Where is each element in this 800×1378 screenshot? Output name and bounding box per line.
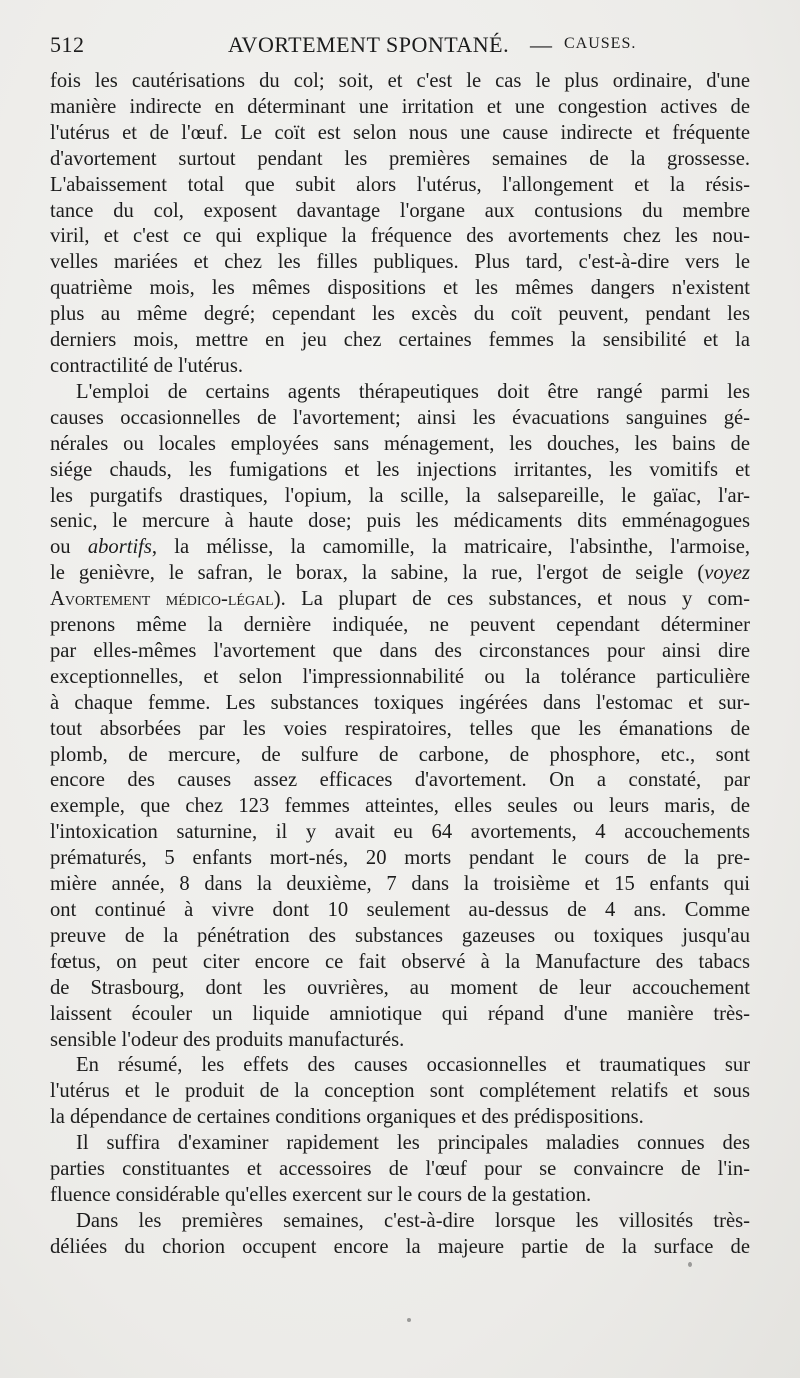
text-line: fluence considérable qu'elles exercent sur le cours de la gestation.: [50, 1183, 592, 1206]
cross-reference: Avortement médico-légal: [50, 588, 274, 611]
text-line: fœtus, on peut citer encore ce fait observé à la Manufacture des tabacs: [50, 950, 750, 973]
italic-term: voyez: [704, 562, 750, 585]
text-run: ). La plupart de ces substances, et nous y com-: [273, 588, 750, 611]
running-title: AVORTEMENT SPONTANÉ.: [228, 32, 510, 57]
text-line: fois les cautérisations du col; soit, et c'est le cas le plus ordinaire, d'une: [50, 70, 750, 92]
text-line: [50, 535, 750, 561]
text-line: laissent écouler un liquide amniotique qui répand d'une manière très-: [50, 1002, 750, 1025]
text-line: la dépendance de certaines conditions organiques et des prédispositions.: [50, 1106, 644, 1129]
paragraph-3: [50, 1053, 750, 1131]
text-line: par elles-mêmes l'avortement que dans des circonstances pour ainsi dire: [50, 639, 750, 662]
text-line: exceptionnelles, et selon l'impressionnabilité ou la tolérance particulière: [50, 665, 750, 688]
text-line: preuve de la pénétration des substances gazeuses ou toxiques jusqu'au: [50, 924, 750, 947]
text-line: l'intoxication saturnine, il y avait eu 64 avortements, 4 accouchements: [50, 821, 750, 844]
text-line: plus au même degré; cependant les excès du coït peuvent, pendant les: [50, 303, 750, 326]
body-text: [50, 69, 750, 1261]
running-section: CAUSES.: [564, 35, 637, 52]
text-run: , la mélisse, la camomille, la matricaire, l'absinthe, l'armoise,: [151, 536, 750, 559]
text-line: L'abaissement total que subit alors l'utérus, l'allongement et la résis-: [50, 173, 750, 196]
text-line: prenons même la dernière indiquée, ne peuvent cependant déterminer: [50, 614, 750, 637]
text-line: de Strasbourg, dont les ouvrières, au moment de leur accouchement: [50, 976, 750, 999]
text-line: viril, et c'est ce qui explique la fréquence des avortements chez les nou-: [50, 225, 750, 248]
italic-term: abortifs: [87, 536, 152, 559]
text-line: ont continué à vivre dont 10 seulement au-dessus de 4 ans. Comme: [50, 899, 750, 921]
text-line: d'avortement surtout pendant les premières semaines de la grossesse.: [50, 147, 750, 170]
text-line: derniers mois, mettre en jeu chez certaines femmes la sensibilité et la: [50, 329, 750, 352]
paragraph-4: [50, 1131, 750, 1209]
text-line: [50, 587, 750, 613]
text-run: le genièvre, le safran, le borax, la sabine, la rue, l'ergot de seigle (: [50, 562, 705, 585]
text-line: tance du col, exposent davantage l'organe aux contusions du membre: [50, 199, 750, 222]
text-line: L'emploi de certains agents thérapeutiques doit être rangé parmi les: [76, 380, 750, 403]
text-line: siége chauds, les fumigations et les injections irritantes, les vomitifs et: [50, 458, 750, 481]
text-line: mière année, 8 dans la deuxième, 7 dans la troisième et 15 enfants qui: [50, 873, 750, 896]
running-head: [50, 32, 750, 58]
text-line: Dans les premières semaines, c'est-à-dire lorsque les villosités très-: [76, 1209, 750, 1232]
text-line: encore des causes assez efficaces d'avortement. On a constaté, par: [50, 769, 750, 792]
running-title-dash: —: [530, 32, 553, 57]
text-line: plomb, de mercure, de sulfure de carbone, de phosphore, etc., sont: [50, 743, 750, 766]
text-line: [50, 561, 750, 587]
text-line: exemple, que chez 123 femmes atteintes, elles seules ou leurs maris, de: [50, 795, 750, 818]
text-line: l'utérus et le produit de la conception sont complétement relatifs et sous: [50, 1080, 750, 1103]
text-line: Il suffira d'examiner rapidement les principales maladies connues des: [76, 1132, 750, 1155]
text-line: parties constituantes et accessoires de l'œuf pour se convaincre de l'in-: [50, 1158, 750, 1181]
text-line: à chaque femme. Les substances toxiques ingérées dans l'estomac et sur-: [50, 691, 750, 714]
paragraph-1: [50, 69, 750, 380]
text-line: causes occasionnelles de l'avortement; ainsi les évacuations sanguines gé-: [50, 406, 750, 429]
text-line: quatrième mois, les mêmes dispositions et les mêmes dangers n'existent: [50, 277, 750, 300]
text-line: En résumé, les effets des causes occasionnelles et traumatiques sur: [76, 1054, 750, 1077]
paragraph-5: [50, 1209, 750, 1261]
text-line: senic, le mercure à haute dose; puis les médicaments dits emménagogues: [50, 510, 750, 533]
scan-speck: [407, 1318, 411, 1322]
text-line: déliées du chorion occupent encore la majeure partie de la surface de: [50, 1235, 750, 1258]
text-line: l'utérus et de l'œuf. Le coït est selon nous une cause indirecte et fréquente: [50, 121, 750, 144]
text-run: ou: [50, 536, 88, 559]
text-line: tout absorbées par les voies respiratoires, telles que les émanations de: [50, 717, 750, 740]
text-line: velles mariées et chez les filles publiques. Plus tard, c'est-à-dire vers le: [50, 251, 750, 274]
paragraph-2: [50, 380, 750, 1054]
scan-speck: [688, 1262, 692, 1267]
page-number: 512: [50, 32, 85, 57]
text-line: nérales ou locales employées sans ménagement, les douches, les bains de: [50, 432, 750, 455]
text-line: sensible l'odeur des produits manufacturés.: [50, 1028, 405, 1051]
text-line: les purgatifs drastiques, l'opium, la scille, la salsepareille, le gaïac, l'ar-: [50, 484, 750, 507]
text-line: manière indirecte en déterminant une irritation et une congestion actives de: [50, 95, 750, 118]
text-line: prématurés, 5 enfants mort-nés, 20 morts pendant le cours de la pre-: [50, 847, 750, 870]
text-line: contractilité de l'utérus.: [50, 354, 243, 377]
